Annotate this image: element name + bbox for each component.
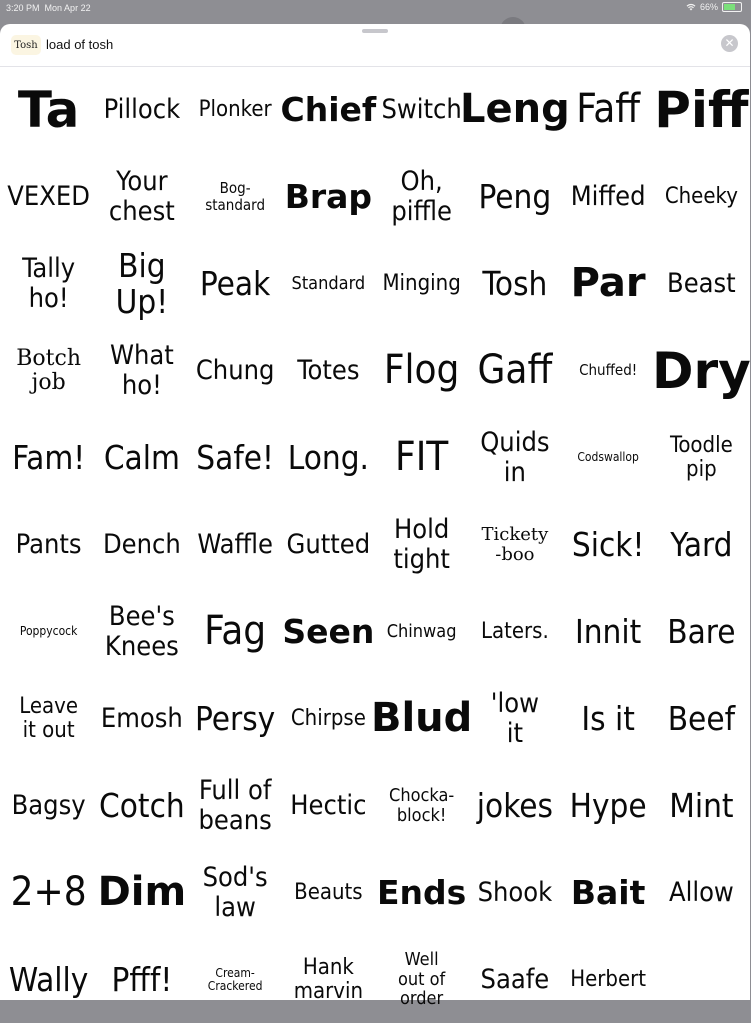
sticker-text: Dench	[102, 528, 181, 560]
sticker[interactable]	[2, 327, 95, 414]
sticker[interactable]	[95, 936, 188, 1023]
sticker[interactable]	[95, 414, 188, 501]
sticker[interactable]	[282, 588, 375, 675]
sticker[interactable]	[375, 849, 468, 936]
status-right	[686, 2, 742, 12]
sticker-text: FIT	[394, 433, 449, 480]
sticker[interactable]	[375, 588, 468, 675]
sticker[interactable]	[655, 762, 748, 849]
sticker-text: Miffed	[570, 180, 646, 212]
sticker[interactable]	[562, 414, 655, 501]
sticker[interactable]	[562, 936, 655, 1023]
status-date-text: Mon Apr 22	[44, 3, 91, 13]
sticker[interactable]	[562, 762, 655, 849]
sticker[interactable]	[370, 675, 473, 762]
sticker-text: Cream- Crackered	[207, 965, 263, 993]
sticker-text: Minging	[382, 270, 461, 296]
sticker-grid	[2, 66, 751, 1023]
sticker-text: Shook	[477, 876, 553, 908]
sticker[interactable]	[189, 588, 282, 675]
sticker[interactable]	[282, 414, 375, 501]
sticker-text: Leng	[460, 85, 570, 132]
sticker-text: Safe!	[196, 437, 274, 477]
sticker-text: Toodle pip	[669, 432, 733, 482]
sticker-text: Big Up!	[115, 245, 169, 321]
pack-thumbnail[interactable]: Tosh	[11, 35, 41, 55]
status-time-text: 3:20 PM	[6, 3, 40, 13]
sticker-text: Brap	[284, 176, 373, 216]
sticker[interactable]	[655, 240, 748, 327]
sticker[interactable]	[189, 414, 282, 501]
sticker[interactable]	[189, 240, 282, 327]
sticker[interactable]	[282, 849, 375, 936]
status-bar	[0, 0, 750, 18]
sticker[interactable]	[562, 327, 655, 414]
sticker[interactable]	[95, 153, 188, 240]
sticker-text: Par	[570, 259, 646, 306]
sticker-text: Hectic	[290, 789, 367, 821]
sticker-text: Long.	[287, 437, 369, 477]
sticker[interactable]	[2, 849, 95, 936]
sticker[interactable]	[652, 327, 751, 414]
sticker-text: Pants	[15, 528, 82, 560]
sticker[interactable]	[189, 501, 282, 588]
sticker-sheet	[0, 24, 751, 1010]
sticker-text: Bare	[667, 611, 736, 651]
battery-percent: 66%	[699, 2, 718, 12]
sticker[interactable]	[655, 849, 748, 936]
sticker-text: Sick!	[571, 524, 645, 564]
sticker-text: Tosh	[482, 263, 548, 303]
sticker[interactable]	[2, 153, 95, 240]
sticker[interactable]	[2, 762, 95, 849]
sticker[interactable]	[95, 66, 188, 153]
sticker-text: Flog	[383, 346, 460, 393]
sticker-text: VEXED	[7, 180, 90, 212]
sticker[interactable]	[189, 66, 282, 153]
sticker-text: Calm	[103, 437, 180, 477]
sticker-text: Saafe	[480, 963, 550, 995]
sticker[interactable]	[375, 327, 468, 414]
sticker-text: Innit	[574, 611, 642, 651]
sticker-text: Poppycock	[19, 624, 78, 639]
sticker-text: Blud	[370, 694, 473, 741]
sticker[interactable]	[468, 936, 561, 1023]
sticker[interactable]	[2, 240, 95, 327]
sticker[interactable]	[282, 66, 375, 153]
sticker[interactable]	[2, 414, 95, 501]
sticker[interactable]	[375, 153, 468, 240]
sticker[interactable]	[562, 66, 655, 153]
sticker-text: Piff	[654, 80, 749, 139]
sticker[interactable]	[468, 240, 561, 327]
sticker-text: Yard	[670, 524, 733, 564]
sticker-text: 'low it	[490, 688, 539, 749]
battery-icon	[722, 2, 742, 12]
sticker[interactable]	[655, 414, 748, 501]
sticker-text: Your chest	[108, 166, 175, 227]
sticker-text: Dry	[652, 341, 751, 400]
sticker[interactable]	[95, 327, 188, 414]
sticker-text: Codswallop	[577, 450, 639, 465]
sticker[interactable]	[2, 501, 95, 588]
sticker-text: Cheeky	[664, 183, 738, 209]
sticker-text: Hype	[569, 785, 647, 825]
sticker-text: Hold tight	[393, 514, 450, 575]
sticker-text: Tally ho!	[22, 253, 76, 314]
sticker-text: Beast	[667, 267, 736, 299]
sticker[interactable]	[468, 588, 561, 675]
sticker[interactable]	[562, 153, 655, 240]
sticker-text: Chirpse	[290, 705, 366, 731]
sticker[interactable]	[2, 675, 95, 762]
sticker-text: Fam!	[12, 437, 86, 477]
sticker-text: Tickety -boo	[481, 524, 549, 565]
sticker-text: Totes	[297, 354, 360, 386]
sheet-header	[0, 24, 750, 67]
sticker[interactable]	[282, 153, 375, 240]
sticker[interactable]	[562, 849, 655, 936]
sticker-text: Pfff!	[111, 959, 173, 999]
sticker[interactable]	[468, 675, 561, 762]
sticker-text: Wally	[8, 959, 89, 999]
sticker[interactable]	[95, 501, 188, 588]
sticker[interactable]	[189, 327, 282, 414]
sticker-text: Pillock	[103, 93, 181, 125]
sticker[interactable]	[468, 762, 561, 849]
sticker-text: Switch	[381, 93, 462, 125]
sticker[interactable]	[468, 849, 561, 936]
sticker[interactable]	[375, 66, 468, 153]
sticker-text: Sod's law	[202, 862, 268, 923]
sticker-text: Seen	[282, 611, 375, 651]
sticker[interactable]	[375, 501, 468, 588]
sticker[interactable]	[562, 675, 655, 762]
sticker-text: Cotch	[99, 785, 185, 825]
sticker[interactable]	[655, 588, 748, 675]
sticker[interactable]	[468, 414, 561, 501]
sticker[interactable]	[95, 762, 188, 849]
sticker[interactable]	[375, 414, 468, 501]
sticker-text: Chief	[280, 89, 377, 129]
sticker[interactable]	[468, 501, 561, 588]
sticker[interactable]	[282, 240, 375, 327]
sticker[interactable]	[375, 762, 468, 849]
sticker-text: Quids in	[480, 427, 550, 488]
sticker-text: Emosh	[100, 702, 183, 734]
sticker-text: Chuffed!	[579, 361, 638, 380]
sticker[interactable]	[562, 588, 655, 675]
sticker-text: Gaff	[477, 346, 553, 393]
sticker[interactable]	[375, 936, 468, 1023]
sticker[interactable]	[655, 501, 748, 588]
sticker-text: What ho!	[109, 340, 174, 401]
sticker[interactable]	[655, 66, 748, 153]
sticker[interactable]	[562, 501, 655, 588]
sticker[interactable]	[460, 66, 570, 153]
sticker-text: 2+8	[10, 868, 87, 915]
sticker-text: Bait	[570, 872, 646, 912]
status-time	[6, 3, 91, 13]
sticker[interactable]	[282, 675, 375, 762]
sticker[interactable]	[95, 588, 188, 675]
sticker[interactable]	[468, 153, 561, 240]
sticker-text: Chung	[195, 354, 275, 386]
sticker[interactable]	[468, 327, 561, 414]
wifi-icon	[686, 3, 696, 11]
sticker-text: Herbert	[570, 966, 647, 992]
sticker-text: Botch job	[16, 345, 81, 395]
sticker-text: Ends	[376, 872, 467, 912]
sticker[interactable]	[2, 588, 95, 675]
sticker-text: Beef	[667, 698, 736, 738]
sticker[interactable]	[562, 240, 655, 327]
sticker-text: Full of beans	[198, 775, 272, 836]
sticker[interactable]	[189, 849, 282, 936]
sticker-text: Fag	[204, 607, 267, 654]
sticker-text: Persy	[195, 698, 276, 738]
sticker-text: Gutted	[286, 528, 371, 560]
sticker-text: Plonker	[198, 96, 272, 122]
sticker-text: Laters.	[480, 618, 549, 644]
sticker[interactable]	[282, 762, 375, 849]
sticker[interactable]	[282, 936, 375, 1023]
sticker-text: Ta	[17, 80, 80, 139]
sticker-text: Allow	[668, 876, 734, 908]
sticker-text: Peng	[478, 176, 552, 216]
sticker-text: Hank marvin	[293, 954, 364, 1004]
sticker-text: Bog- standard	[205, 179, 266, 214]
sticker-text: Well out of order	[397, 949, 446, 1010]
sticker[interactable]	[655, 675, 748, 762]
sticker[interactable]	[282, 501, 375, 588]
sticker[interactable]	[2, 936, 95, 1023]
sticker[interactable]	[95, 240, 188, 327]
sticker[interactable]	[375, 240, 468, 327]
close-icon[interactable]: ✕	[721, 35, 738, 52]
sticker[interactable]	[189, 762, 282, 849]
sticker-text: Oh, piffle	[391, 166, 452, 227]
sticker[interactable]	[95, 849, 188, 936]
sticker-text: Leave it out	[19, 693, 79, 743]
sticker-text: Dim	[97, 868, 187, 915]
sticker-text: Peak	[199, 263, 271, 303]
pack-title: load of tosh	[46, 37, 114, 52]
sticker-text: Faff	[576, 85, 641, 132]
sticker[interactable]	[282, 327, 375, 414]
sticker-text: Bagsy	[11, 789, 86, 821]
sticker-text: Mint	[669, 785, 734, 825]
sticker-text: Chinwag	[386, 620, 457, 642]
sticker-text: Waffle	[197, 528, 273, 560]
sticker-text: jokes	[476, 785, 553, 825]
sticker[interactable]	[189, 675, 282, 762]
sticker[interactable]	[2, 66, 95, 153]
sticker-text: Is it	[581, 698, 635, 738]
sticker[interactable]	[189, 153, 282, 240]
sticker[interactable]	[189, 936, 282, 1023]
sticker[interactable]	[95, 675, 188, 762]
battery-fill	[724, 4, 735, 10]
sticker-text: Standard	[291, 272, 366, 294]
sticker-text: Beauts	[294, 879, 363, 905]
sticker-text: Bee's Knees	[104, 601, 179, 662]
sticker[interactable]	[655, 153, 748, 240]
sticker-text: Chocka- block!	[389, 785, 455, 826]
